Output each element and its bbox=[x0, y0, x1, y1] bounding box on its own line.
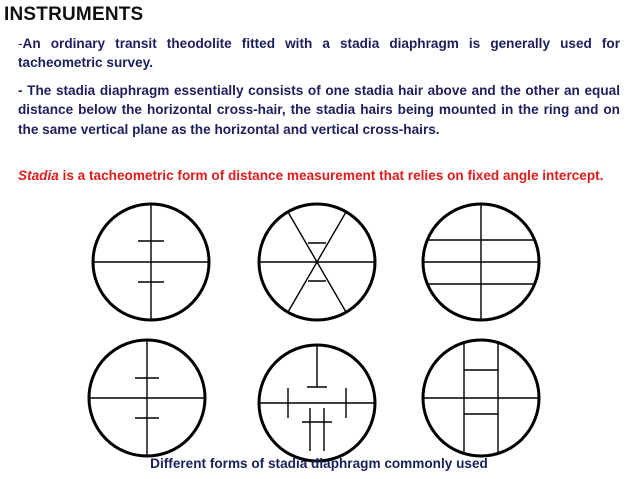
stadia-definition-text: is a tacheometric form of distance measurement that relies on fixed angle intercept. bbox=[58, 168, 604, 183]
diaphragm-figure-3 bbox=[423, 204, 539, 320]
paragraph-instrument-text: An ordinary transit theodolite fitted with a stadia diaphragm is generally used for tacheometric survey. bbox=[18, 36, 620, 71]
diaphragm-figure-6 bbox=[423, 340, 539, 456]
page-title: INSTRUMENTS bbox=[4, 4, 144, 25]
stadia-term: Stadia bbox=[18, 168, 59, 183]
diaphragm-figure-5 bbox=[259, 345, 375, 461]
diaphragm-figure-4 bbox=[89, 340, 205, 456]
diaphragm-figure-2 bbox=[259, 204, 375, 320]
diaphragm-figure-1 bbox=[93, 204, 209, 320]
paragraph-stadia-diaphragm: - The stadia diaphragm essentially consists of one stadia hair above and the other an equal distance below the horizontal cross-hair, the stadia hairs being mounted in the ring and on the same vertical plane as the horizontal and vertical cross-hairs. bbox=[18, 83, 620, 137]
figure-caption: Different forms of stadia diaphragm commonly used bbox=[150, 456, 488, 471]
paragraph-dash: - bbox=[18, 36, 23, 51]
